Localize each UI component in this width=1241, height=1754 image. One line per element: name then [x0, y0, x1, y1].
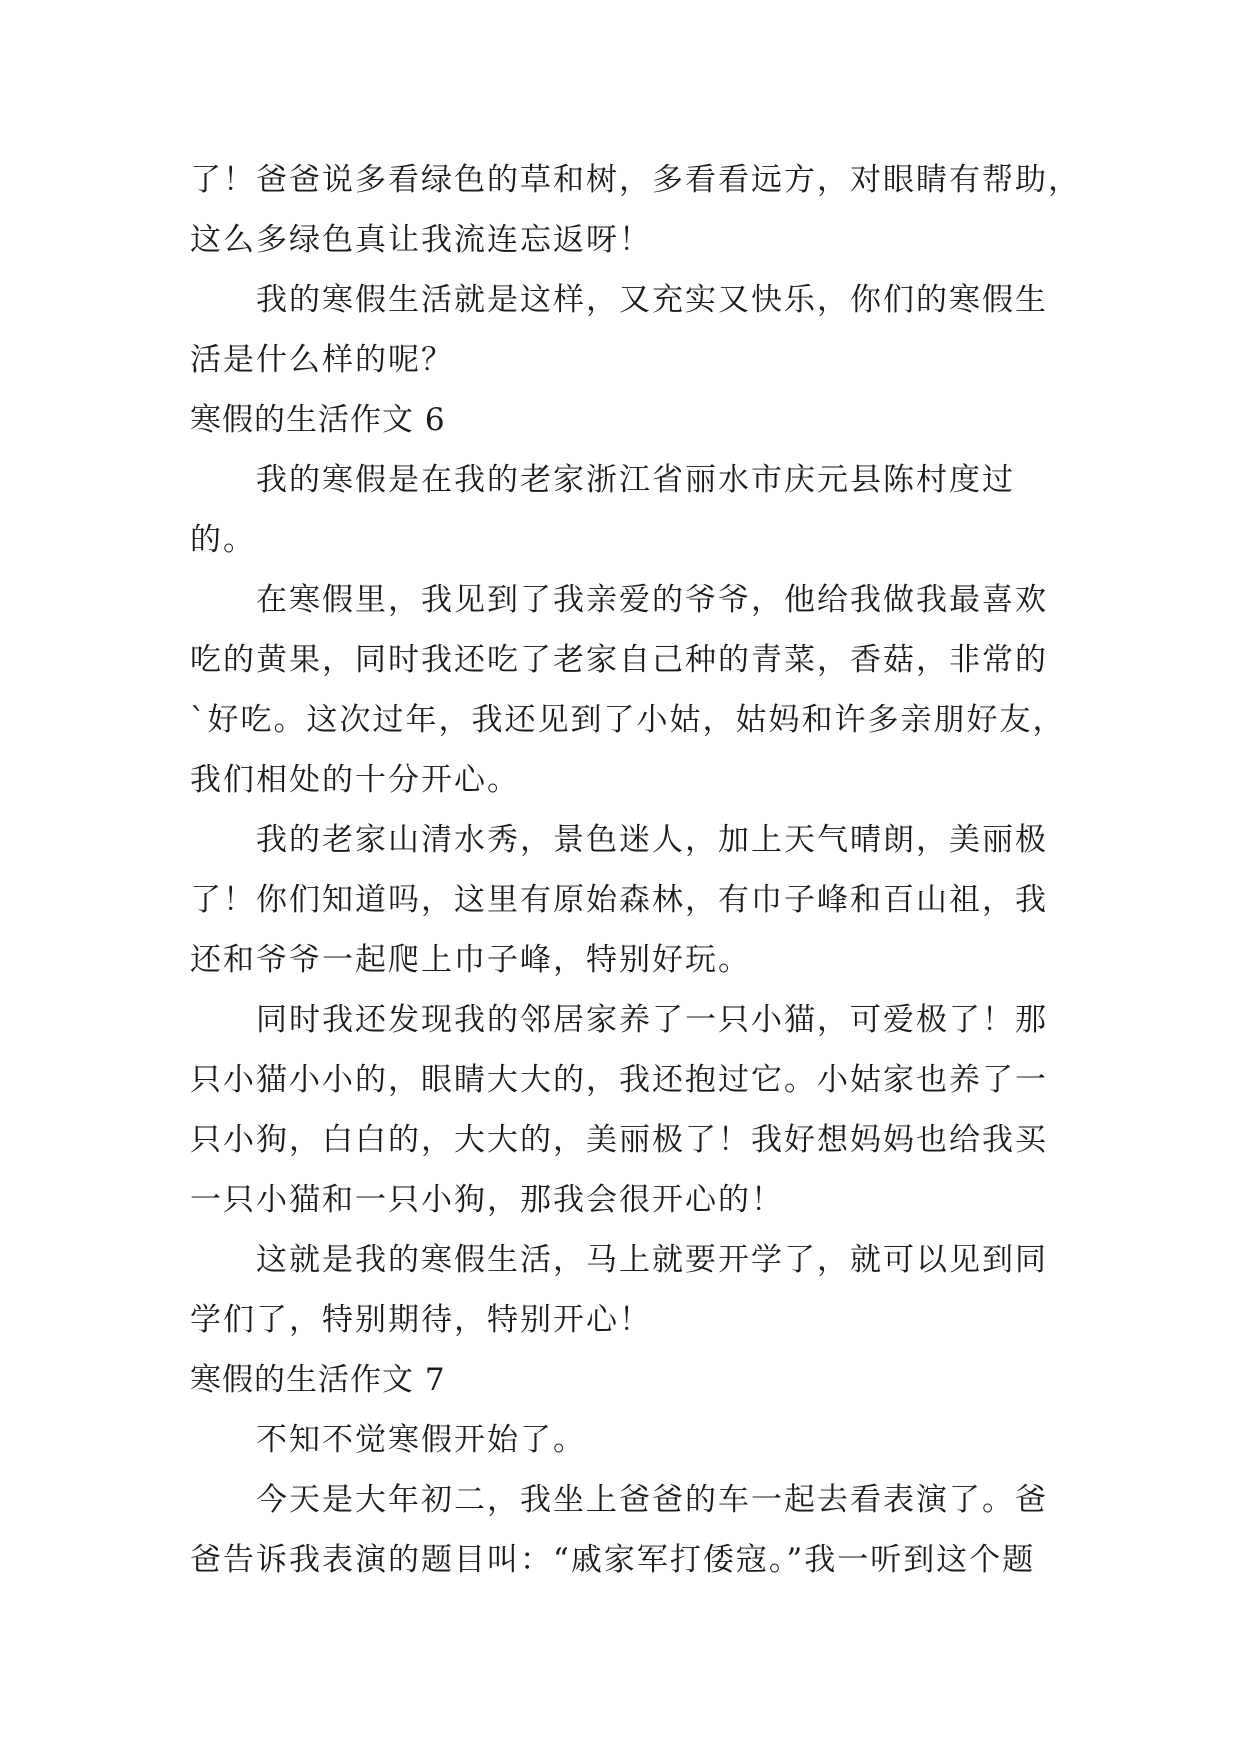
document-body	[190, 150, 1081, 1590]
text-line: 只小狗，白白的，大大的，美丽极了！我好想妈妈也给我买	[190, 1122, 1048, 1158]
text-line: `好吃。这次过年，我还见到了小姑，姑妈和许多亲朋好友，	[190, 702, 1066, 738]
text-line: 在寒假里，我见到了我亲爱的爷爷，他给我做我最喜欢	[256, 582, 1048, 618]
text-line: 我的寒假是在我的老家浙江省丽水市庆元县陈村度过	[256, 462, 1015, 498]
text-line: 我们相处的十分开心。	[190, 762, 520, 798]
text-line: 的。	[190, 522, 256, 558]
text-line: 这么多绿色真让我流连忘返呀！	[190, 222, 652, 258]
section-heading: 寒假的生活作文 6	[190, 402, 446, 438]
text-line: 这就是我的寒假生活，马上就要开学了，就可以见到同	[256, 1242, 1048, 1278]
section-heading: 寒假的生活作文 7	[190, 1362, 446, 1398]
text-line: 我的老家山清水秀，景色迷人，加上天气晴朗，美丽极	[256, 822, 1048, 858]
text-line: 只小猫小小的，眼睛大大的，我还抱过它。小姑家也养了一	[190, 1062, 1048, 1098]
text-line: 了！你们知道吗，这里有原始森林，有巾子峰和百山祖，我	[190, 882, 1048, 918]
text-line: 同时我还发现我的邻居家养了一只小猫，可爱极了！那	[256, 1002, 1048, 1038]
text-line: 爸告诉我表演的题目叫：“戚家军打倭寇。”我一听到这个题	[190, 1542, 1036, 1578]
text-line: 我的寒假生活就是这样，又充实又快乐，你们的寒假生	[256, 282, 1048, 318]
text-line: 学们了，特别期待，特别开心！	[190, 1302, 652, 1338]
text-line: 了！爸爸说多看绿色的草和树，多看看远方，对眼睛有帮助，	[190, 162, 1081, 198]
text-line: 还和爷爷一起爬上巾子峰，特别好玩。	[190, 942, 751, 978]
text-line: 一只小猫和一只小狗，那我会很开心的！	[190, 1182, 784, 1218]
text-line: 吃的黄果，同时我还吃了老家自己种的青菜，香菇，非常的	[190, 642, 1048, 678]
text-line: 活是什么样的呢？	[190, 342, 454, 378]
text-line: 不知不觉寒假开始了。	[256, 1422, 586, 1458]
text-line: 今天是大年初二，我坐上爸爸的车一起去看表演了。爸	[256, 1482, 1048, 1518]
